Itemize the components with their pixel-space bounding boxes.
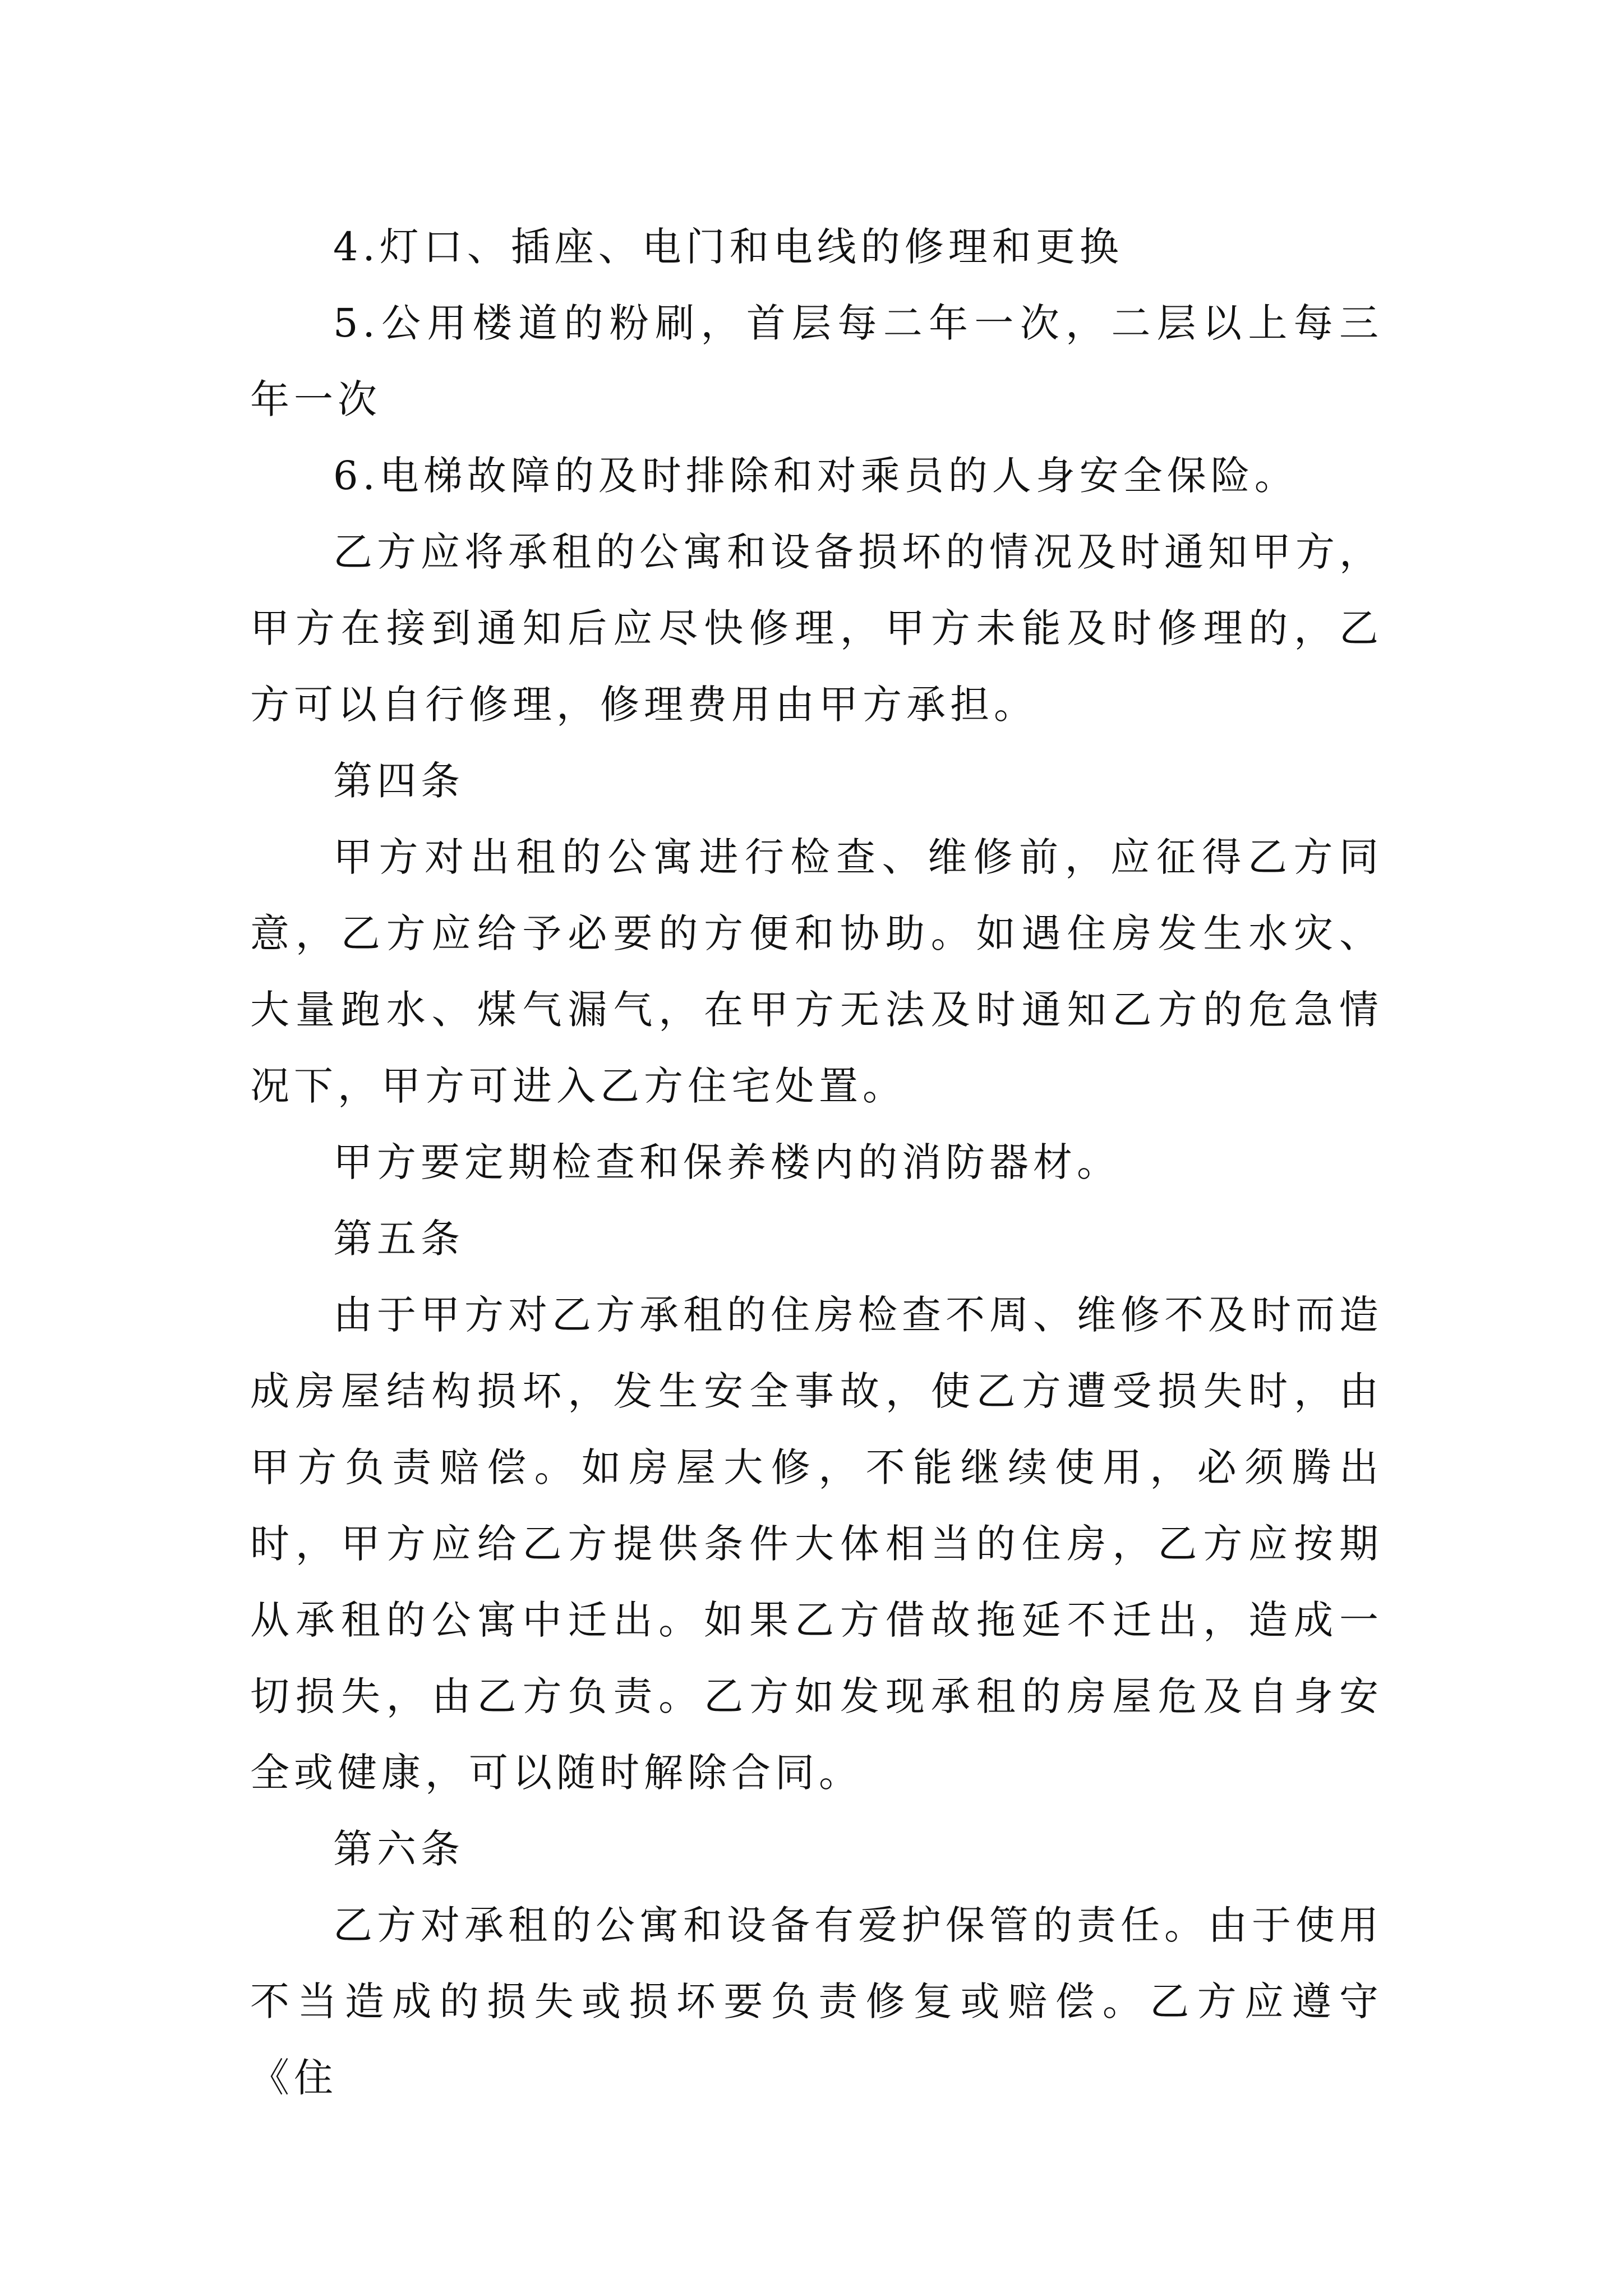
- paragraph-item-5-painting: 5.公用楼道的粉刷，首层每二年一次，二层以上每三年一次: [250, 300, 1383, 422]
- document-body: [250, 209, 1383, 2116]
- paragraph-repair-notification: 乙方应将承租的公寓和设备损坏的情况及时通知甲方，甲方在接到通知后应尽快修理，甲方未能及时修理的，乙方可以自行修理，修理费用由甲方承担。: [250, 529, 1383, 728]
- article-heading-4: 第四条: [333, 758, 464, 804]
- paragraph-tenant-responsibility: 乙方对承租的公寓和设备有爱护保管的责任。由于使用不当造成的损失或损坏要负责修复或赔偿。乙方应遵守《住: [250, 1902, 1383, 2101]
- paragraph-fire-equipment: 甲方要定期检查和保养楼内的消防器材。: [333, 1139, 1121, 1185]
- article-heading-6: 第六条: [333, 1826, 464, 1872]
- paragraph-item-6-elevator: 6.电梯故障的及时排除和对乘员的人身安全保险。: [333, 453, 1298, 499]
- paragraph-item-4-repair: 4.灯口、插座、电门和电线的修理和更换: [333, 224, 1123, 270]
- paragraph-inspection-consent: 甲方对出租的公寓进行检查、维修前，应征得乙方同意，乙方应给予必要的方便和协助。如遇住房发生水灾、大量跑水、煤气漏气，在甲方无法及时通知乙方的危急情况下，甲方可进入乙方住宅处置。: [250, 834, 1383, 1109]
- paragraph-compensation: 由于甲方对乙方承租的住房检查不周、维修不及时而造成房屋结构损坏，发生安全事故，使乙方遭受损失时，由甲方负责赔偿。如房屋大修，不能继续使用，必须腾出时，甲方应给乙方提供条件大体相当的住房，乙方应按期从承租的公寓中迁出。如果乙方借故拖延不迁出，造成一切损失，由乙方负责。乙方如发现承租的房屋危及自身安全或健康，可以随时解除合同。: [250, 1292, 1383, 1796]
- article-heading-5: 第五条: [333, 1216, 464, 1262]
